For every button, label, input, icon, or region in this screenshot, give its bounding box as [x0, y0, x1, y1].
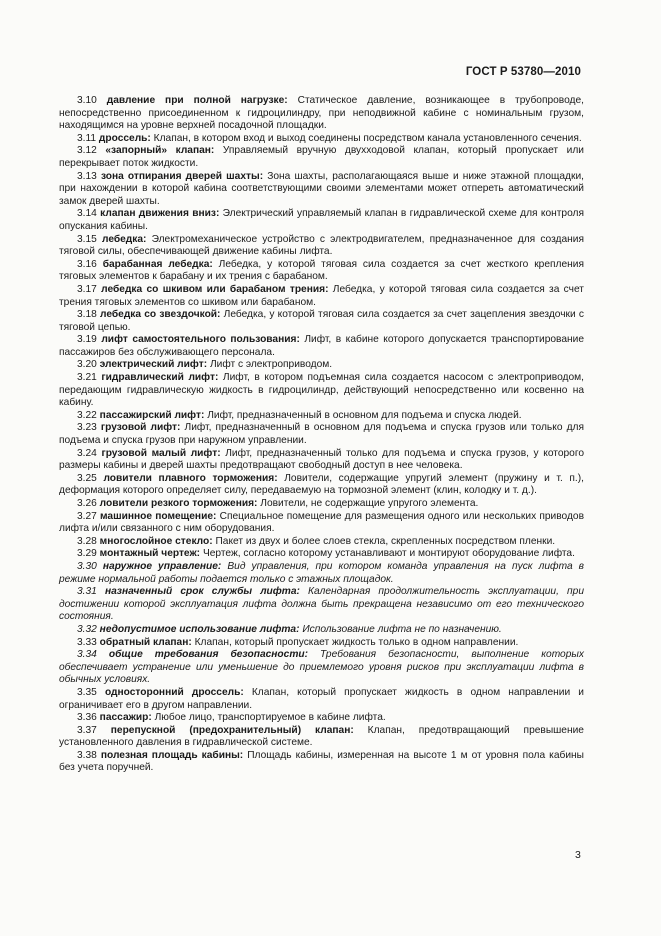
definition-entry	[59, 511, 584, 536]
entry-term: барабанная лебедка:	[102, 258, 213, 270]
entry-text: Ловители, не содержащие упругого элемента.	[260, 498, 479, 509]
entry-number: 3.14	[77, 208, 97, 220]
definitions-list	[59, 95, 584, 775]
entry-term: грузовой лифт:	[100, 422, 181, 434]
definition-entry	[59, 95, 584, 133]
standard-header: ГОСТ Р 53780—2010	[465, 66, 581, 78]
entry-text: Лифт, в кабине которого допускается транспортирование пассажиров без обслуживающего персонала.	[59, 334, 584, 358]
entry-number: 3.15	[77, 233, 97, 245]
entry-term: монтажный чертеж:	[99, 548, 201, 560]
definition-entry	[59, 359, 584, 372]
entry-number: 3.21	[77, 372, 97, 384]
entry-term: «запорный» клапан:	[105, 145, 215, 157]
definition-entry	[59, 422, 584, 447]
definition-entry	[59, 548, 584, 561]
entry-number: 3.30	[77, 560, 97, 572]
definition-entry	[59, 637, 584, 650]
entry-number: 3.37	[77, 724, 97, 736]
entry-text: Вид управления, при котором команда управления на пуск лифта в режиме нормальной работы подается только с этажных площадок.	[59, 560, 584, 585]
definition-entry	[59, 171, 584, 209]
entry-text: Использование лифта не по назначению.	[302, 623, 502, 635]
entry-number: 3.26	[77, 498, 97, 509]
entry-text: Лебедка, у которой тяговая сила создается за счет трения тяговых элементов со шкивом или барабаном.	[59, 283, 584, 308]
definition-entry	[59, 687, 584, 712]
entry-term: дроссель:	[98, 132, 151, 144]
entry-number: 3.10	[77, 95, 97, 106]
entry-number: 3.24	[77, 447, 97, 459]
entry-term: односторонний дроссель:	[104, 686, 244, 698]
definition-entry	[59, 473, 584, 498]
entry-number: 3.11	[77, 132, 97, 144]
entry-text: Клапан, в котором вход и выход соединены посредством канала установленного сечения.	[153, 132, 582, 144]
definition-entry	[59, 133, 584, 146]
entry-number: 3.32	[77, 623, 97, 635]
entry-number: 3.34	[77, 649, 97, 661]
entry-text: Пакет из двух и более слоев стекла, скрепленных посредством пленки.	[215, 535, 556, 547]
entry-number: 3.16	[77, 258, 97, 270]
entry-term: лебедка:	[101, 233, 147, 245]
entry-number: 3.29	[77, 548, 97, 560]
entry-text: Лифт с электроприводом.	[209, 359, 333, 371]
entry-number: 3.22	[77, 409, 97, 421]
entry-term: машинное помещение:	[100, 510, 217, 522]
entry-term: полезная площадь кабины:	[100, 749, 244, 761]
entry-text: Площадь кабины, измеренная на высоте 1 м от уровня пола кабины без учета поручней.	[59, 749, 584, 774]
entry-term: недопустимое использование лифта:	[99, 623, 300, 635]
entry-term: многослойное стекло:	[99, 535, 213, 547]
entry-text: Зона шахты, располагающаяся выше и ниже этажной площадки, при нахождении в которой кабина соответствующими своими элементами может отпереть автоматический замок дверей шахты.	[59, 170, 584, 207]
entry-number: 3.20	[77, 359, 97, 371]
definition-entry	[59, 208, 584, 233]
entry-number: 3.18	[77, 309, 97, 321]
entry-text: Чертеж, согласно которому устанавливают и монтируют оборудование лифта.	[202, 548, 575, 560]
entry-text: Лебедка, у которой тяговая сила создается за счет зацепления звездочки с тяговой цепью.	[59, 309, 584, 333]
entry-text: Клапан, предотвращающий превышение установленного давления в гидравлической системе.	[59, 724, 584, 749]
definition-entry	[59, 624, 584, 637]
entry-term: ловители плавного торможения:	[103, 472, 278, 484]
definition-entry	[59, 284, 584, 309]
entry-number: 3.13	[77, 170, 97, 182]
entry-text: Электрический управляемый клапан в гидравлической схеме для контроля опускания кабины.	[59, 208, 584, 232]
entry-number: 3.36	[77, 712, 97, 724]
definition-entry	[59, 725, 584, 750]
definition-entry	[59, 649, 584, 687]
entry-number: 3.25	[77, 472, 97, 484]
definition-entry	[59, 712, 584, 725]
entry-term: ловители резкого торможения:	[99, 498, 258, 509]
entry-term: обратный клапан:	[99, 636, 192, 648]
entry-text: Клапан, который пропускает жидкость в одном направлении и ограничивает его в другом направлении.	[59, 686, 584, 711]
entry-number: 3.38	[77, 749, 97, 761]
entry-term: клапан движения вниз:	[100, 208, 220, 220]
entry-text: Клапан, который пропускает жидкость только в одном направлении.	[194, 636, 519, 648]
entry-text: Электромеханическое устройство с электродвигателем, предназначенное для создания тяговой силы, обеспечивающей движение кабины лифта.	[59, 233, 584, 258]
entry-term: пассажирский лифт:	[99, 409, 205, 421]
entry-term: давление при полной нагрузке:	[106, 95, 288, 106]
definition-entry	[59, 448, 584, 473]
entry-text: Специальное помещение для размещения одного или нескольких приводов лифта и/или связанного с ним оборудования.	[59, 510, 584, 535]
entry-text: Лифт, предназначенный только для подъема и спуска грузов, у которого размеры кабины и дверей шахты предотвращают свободный доступ в нее человека.	[59, 447, 584, 472]
entry-text: Управляемый вручную двухходовой клапан, который пропускает или перекрывает поток жидкости.	[59, 145, 584, 169]
entry-number: 3.33	[77, 636, 97, 648]
definition-entry	[59, 586, 584, 624]
definition-entry	[59, 410, 584, 423]
entry-number: 3.35	[77, 686, 97, 698]
entry-text: Ловители, содержащие упругий элемент (пружину и т. п.), деформация которого определяет силу, передаваемую на тормозной элемент (клин, колодку и т. д.).	[59, 472, 584, 497]
definition-entry	[59, 309, 584, 334]
entry-term: лебедка со звездочкой:	[100, 309, 221, 321]
entry-term: гидравлический лифт:	[101, 372, 219, 384]
definition-entry	[59, 561, 584, 586]
entry-number: 3.12	[77, 145, 97, 157]
definition-entry	[59, 145, 584, 170]
entry-text: Лифт, предназначенный в основном для подъема и спуска людей.	[207, 409, 522, 421]
entry-term: перепускной (предохранительный) клапан:	[110, 724, 354, 736]
entry-number: 3.31	[77, 586, 97, 598]
entry-text: Лифт, в котором подъемная сила создается насосом с электроприводом, передающим гидравлическую жидкость в гидроцилиндр, действующий непосредственно или косвенно на кабину.	[59, 372, 584, 409]
entry-term: общие требования безопасности:	[108, 649, 308, 661]
entry-number: 3.19	[77, 334, 97, 346]
definition-entry	[59, 536, 584, 549]
entry-number: 3.27	[77, 510, 97, 522]
definition-entry	[59, 750, 584, 775]
entry-text: Лифт, предназначенный в основном для подъема и спуска грузов или только для подъема и спуска грузов при наружном управлении.	[59, 422, 584, 447]
entry-text: Любое лицо, транспортируемое в кабине лифта.	[154, 712, 386, 724]
entry-number: 3.23	[77, 422, 97, 434]
page-number: 3	[575, 849, 581, 861]
entry-term: электрический лифт:	[99, 359, 208, 371]
entry-text: Требования безопасности, выполнение которых обеспечивает устранение или уменьшение до приемлемого уровня рисков при эксплуатации лифта в обычных условиях.	[59, 649, 584, 686]
entry-term: лебедка со шкивом или барабаном трения:	[101, 283, 329, 295]
definition-entry	[59, 498, 584, 511]
entry-term: грузовой малый лифт:	[101, 447, 221, 459]
entry-term: зона отпирания дверей шахты:	[100, 170, 264, 182]
definition-entry	[59, 259, 584, 284]
entry-text: Статическое давление, возникающее в трубопроводе, непосредственно присоединенном к гидроцилиндру, при неподвижной кабине с номинальным грузом, находящимся на уровне верхней посадочной площадки.	[59, 95, 584, 132]
entry-number: 3.28	[77, 535, 97, 547]
entry-number: 3.17	[77, 283, 97, 295]
entry-term: лифт самостоятельного пользования:	[101, 334, 300, 346]
definition-entry	[59, 234, 584, 259]
entry-term: пассажир:	[99, 712, 152, 724]
definition-entry	[59, 334, 584, 359]
entry-text: Лебедка, у которой тяговая сила создается за счет жесткого крепления тяговых элементов к барабану и их трения с барабаном.	[59, 258, 584, 283]
entry-text: Календарная продолжительность эксплуатации, при достижении которой эксплуатация лифта должна быть прекращена независимо от его технического состояния.	[59, 586, 584, 623]
entry-term: наружное управление:	[102, 560, 222, 572]
definition-entry	[59, 372, 584, 410]
entry-term: назначенный срок службы лифта:	[104, 586, 300, 598]
